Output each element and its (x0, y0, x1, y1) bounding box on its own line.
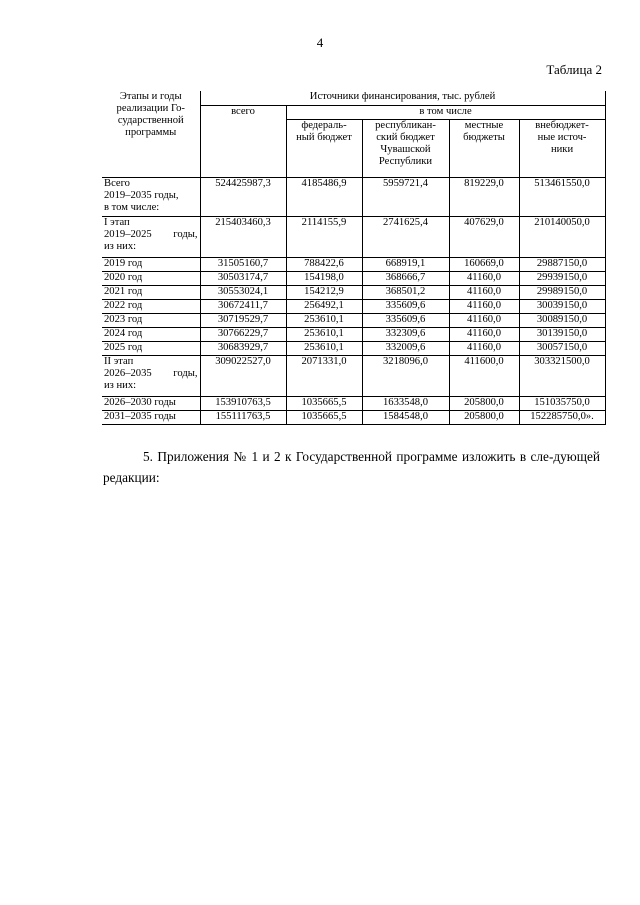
table-row-stage-2: II этап 2026–2035 годы, из них: 309022527,0 2071331,0 3218096,0 411600,0 303321500,0 (102, 355, 605, 396)
table-row: 2021 год 30553024,1 154212,9 368501,2 41160,0 29989150,0 (102, 285, 605, 299)
header-sources: Источники финансирования, тыс. рублей (200, 91, 605, 105)
row-label: Всего 2019–2035 годы, в том числе: (102, 177, 200, 216)
header-local: местные бюджеты (449, 119, 519, 177)
header-including: в том числе (286, 105, 605, 119)
header-total: всего (200, 105, 286, 177)
row-label: II этап 2026–2035 годы, из них: (102, 355, 200, 396)
header-republic: республикан- ский бюджет Чувашской Республики (362, 119, 449, 177)
header-stages-years: Этапы и годы реализации Го- сударственной программы (102, 91, 200, 177)
table-row: 2020 год 30503174,7 154198,0 368666,7 41160,0 29939150,0 (102, 271, 605, 285)
table-label: Таблица 2 (546, 62, 602, 77)
table-row-total: Всего 2019–2035 годы, в том числе: 524425987,3 4185486,9 5959721,4 819229,0 513461550,0 (102, 177, 605, 216)
table-row: 2031–2035 годы 155111763,5 1035665,5 1584548,0 205800,0 152285750,0». (102, 410, 605, 424)
table-row: 2025 год 30683929,7 253610,1 332009,6 41160,0 30057150,0 (102, 341, 605, 355)
table-row: 2022 год 30672411,7 256492,1 335609,6 41160,0 30039150,0 (102, 299, 605, 313)
page-number: 4 (316, 35, 324, 50)
body-paragraph: 5. Приложения № 1 и 2 к Государственной программе изложить в сле-дующей редакции: (103, 449, 600, 485)
table-row: 2026–2030 годы 153910763,5 1035665,5 1633548,0 205800,0 151035750,0 (102, 396, 605, 410)
table-row: 2023 год 30719529,7 253610,1 335609,6 41160,0 30089150,0 (102, 313, 605, 327)
financing-table (102, 91, 606, 425)
table-row-stage-1: I этап 2019–2025 годы, из них: 215403460,3 2114155,9 2741625,4 407629,0 210140050,0 (102, 216, 605, 257)
row-label: I этап 2019–2025 годы, из них: (102, 216, 200, 257)
table-row: 2019 год 31505160,7 788422,6 668919,1 160669,0 29887150,0 (102, 257, 605, 271)
header-federal: федераль- ный бюджет (286, 119, 362, 177)
header-extrabudgetary: внебюджет- ные источ- ники (519, 119, 605, 177)
table-row: 2024 год 30766229,7 253610,1 332309,6 41160,0 30139150,0 (102, 327, 605, 341)
